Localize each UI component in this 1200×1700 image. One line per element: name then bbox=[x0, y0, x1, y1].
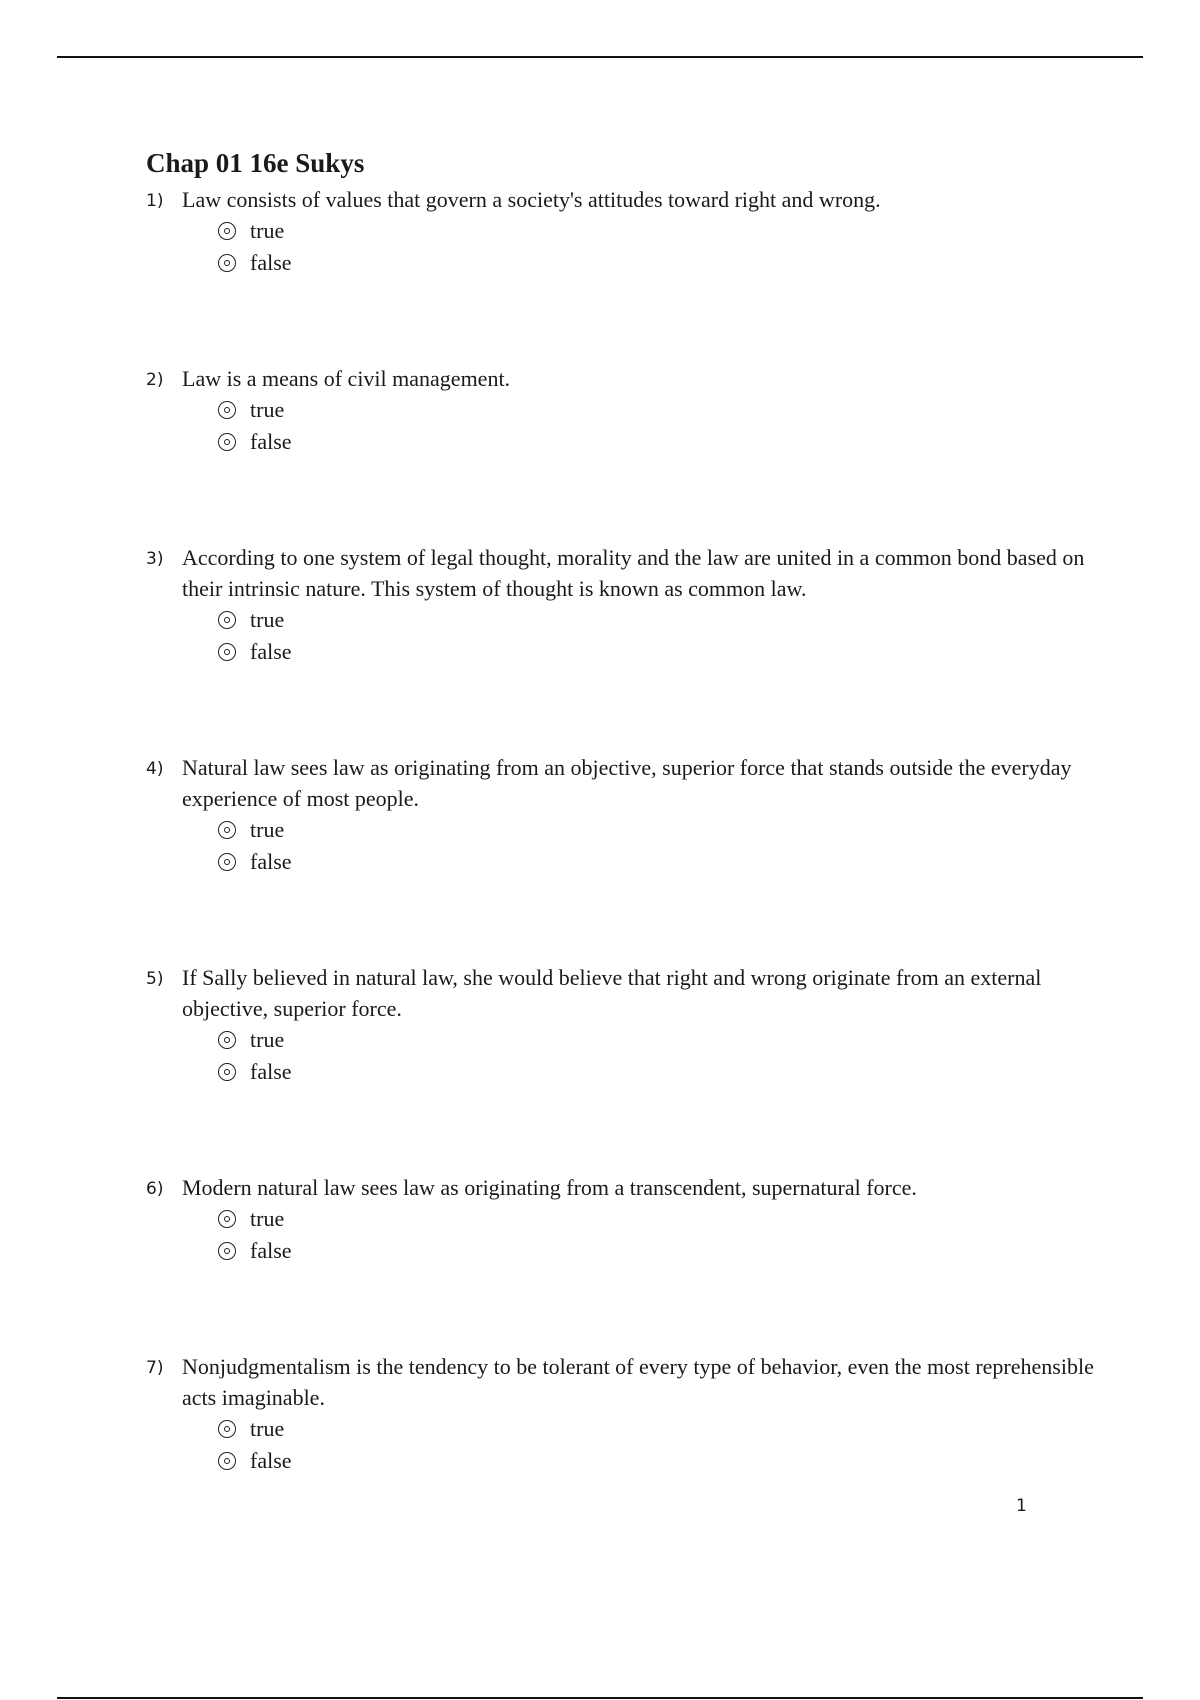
option-false[interactable] bbox=[218, 1235, 1096, 1267]
question-number: 5) bbox=[146, 969, 164, 989]
option-label: true bbox=[250, 1027, 285, 1052]
option-true[interactable] bbox=[218, 394, 1096, 426]
answer-options bbox=[182, 1203, 1096, 1267]
question-number: 1) bbox=[146, 191, 164, 211]
radio-button-icon[interactable] bbox=[218, 611, 236, 629]
question-number: 2) bbox=[146, 370, 164, 390]
option-label: false bbox=[250, 250, 292, 275]
question-item bbox=[146, 542, 1096, 668]
quiz-content bbox=[146, 146, 1096, 1477]
option-label: true bbox=[250, 607, 285, 632]
question-item bbox=[146, 1172, 1096, 1267]
question-item bbox=[146, 962, 1096, 1088]
question-text: According to one system of legal thought, morality and the law are united in a common bond based on their intrinsic nature. This system of thought is known as common law. bbox=[182, 545, 1085, 601]
option-label: true bbox=[250, 817, 285, 842]
answer-options bbox=[182, 1024, 1096, 1088]
radio-button-icon[interactable] bbox=[218, 1242, 236, 1260]
question-item bbox=[146, 363, 1096, 458]
option-label: false bbox=[250, 429, 292, 454]
option-label: true bbox=[250, 218, 285, 243]
option-true[interactable] bbox=[218, 1024, 1096, 1056]
radio-button-icon[interactable] bbox=[218, 1210, 236, 1228]
option-label: true bbox=[250, 1416, 285, 1441]
question-number: 4) bbox=[146, 759, 164, 779]
option-false[interactable] bbox=[218, 1056, 1096, 1088]
question-text: Modern natural law sees law as originating from a transcendent, supernatural force. bbox=[182, 1175, 917, 1200]
option-true[interactable] bbox=[218, 1203, 1096, 1235]
question-number: 6) bbox=[146, 1179, 164, 1199]
answer-options bbox=[182, 394, 1096, 458]
question-spacer bbox=[146, 279, 1096, 363]
radio-button-icon[interactable] bbox=[218, 1031, 236, 1049]
option-label: false bbox=[250, 849, 292, 874]
question-item bbox=[146, 1351, 1096, 1477]
option-false[interactable] bbox=[218, 247, 1096, 279]
option-true[interactable] bbox=[218, 814, 1096, 846]
option-true[interactable] bbox=[218, 604, 1096, 636]
question-spacer bbox=[146, 1088, 1096, 1172]
question-spacer bbox=[146, 458, 1096, 542]
question-text: Nonjudgmentalism is the tendency to be tolerant of every type of behavior, even the most reprehensible acts imaginable. bbox=[182, 1354, 1094, 1410]
answer-options bbox=[182, 814, 1096, 878]
question-item bbox=[146, 184, 1096, 279]
answer-options bbox=[182, 1413, 1096, 1477]
question-item bbox=[146, 752, 1096, 878]
radio-button-icon[interactable] bbox=[218, 1063, 236, 1081]
radio-button-icon[interactable] bbox=[218, 401, 236, 419]
question-spacer bbox=[146, 878, 1096, 962]
page-number: 1 bbox=[1016, 1496, 1027, 1516]
radio-button-icon[interactable] bbox=[218, 1420, 236, 1438]
option-false[interactable] bbox=[218, 846, 1096, 878]
option-true[interactable] bbox=[218, 215, 1096, 247]
option-label: false bbox=[250, 639, 292, 664]
option-true[interactable] bbox=[218, 1413, 1096, 1445]
option-false[interactable] bbox=[218, 1445, 1096, 1477]
question-spacer bbox=[146, 1267, 1096, 1351]
option-label: true bbox=[250, 1206, 285, 1231]
document-title: Chap 01 16e Sukys bbox=[146, 148, 365, 178]
question-text: Law is a means of civil management. bbox=[182, 366, 511, 391]
footer-rule bbox=[57, 1697, 1143, 1699]
question-text: Law consists of values that govern a society's attitudes toward right and wrong. bbox=[182, 187, 881, 212]
radio-button-icon[interactable] bbox=[218, 643, 236, 661]
question-text: If Sally believed in natural law, she would believe that right and wrong originate from an external objective, superior force. bbox=[182, 965, 1042, 1021]
option-false[interactable] bbox=[218, 426, 1096, 458]
question-list bbox=[146, 184, 1096, 1477]
radio-button-icon[interactable] bbox=[218, 254, 236, 272]
radio-button-icon[interactable] bbox=[218, 222, 236, 240]
radio-button-icon[interactable] bbox=[218, 821, 236, 839]
question-spacer bbox=[146, 668, 1096, 752]
question-text: Natural law sees law as originating from an objective, superior force that stands outside the everyday experience of most people. bbox=[182, 755, 1072, 811]
question-number: 7) bbox=[146, 1358, 164, 1378]
answer-options bbox=[182, 215, 1096, 279]
option-false[interactable] bbox=[218, 636, 1096, 668]
header-rule bbox=[57, 56, 1143, 58]
radio-button-icon[interactable] bbox=[218, 1452, 236, 1470]
radio-button-icon[interactable] bbox=[218, 853, 236, 871]
answer-options bbox=[182, 604, 1096, 668]
option-label: true bbox=[250, 397, 285, 422]
question-number: 3) bbox=[146, 549, 164, 569]
option-label: false bbox=[250, 1059, 292, 1084]
option-label: false bbox=[250, 1448, 292, 1473]
radio-button-icon[interactable] bbox=[218, 433, 236, 451]
option-label: false bbox=[250, 1238, 292, 1263]
